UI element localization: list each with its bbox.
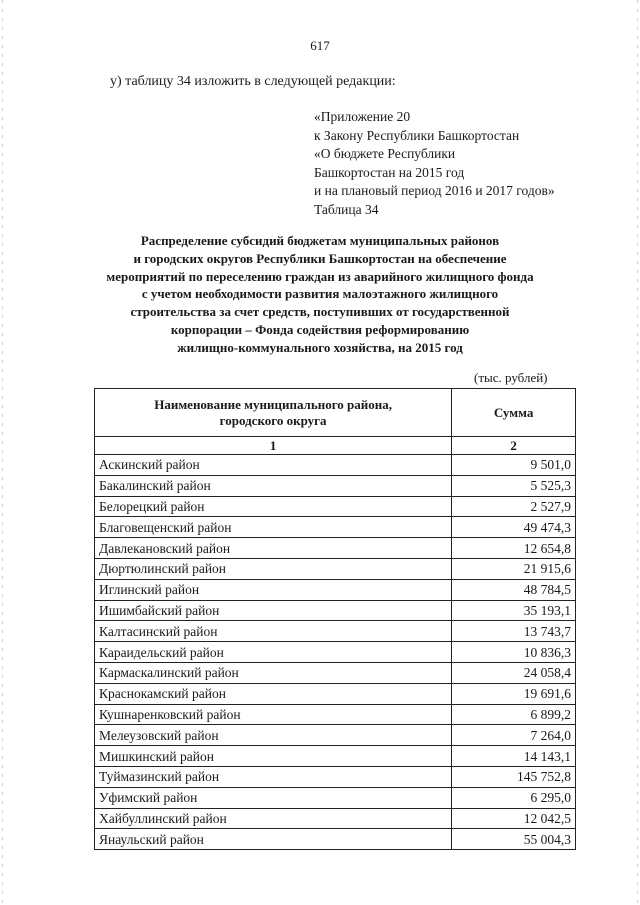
title-line: мероприятий по переселению граждан из аварийного жилищного фонда xyxy=(106,268,534,284)
appendix-line: «О бюджете Республики xyxy=(314,146,456,161)
table-row xyxy=(95,808,576,829)
amount-cell: 55 004,3 xyxy=(452,829,576,850)
district-name-cell: Краснокамский район xyxy=(95,683,452,704)
appendix-reference xyxy=(314,108,555,219)
table-row xyxy=(95,517,576,538)
appendix-line: к Закону Республики Башкортостан xyxy=(314,127,520,143)
table-row xyxy=(95,725,576,746)
header-amount: Сумма xyxy=(452,389,576,437)
column-index-1: 1 xyxy=(95,437,452,455)
district-name-cell: Давлекановский район xyxy=(95,538,452,559)
district-name-cell: Уфимский район xyxy=(95,787,452,808)
district-name-cell: Кармаскалинский район xyxy=(95,662,452,683)
amount-cell: 19 691,6 xyxy=(452,683,576,704)
district-name-cell: Янаульский район xyxy=(95,829,452,850)
amount-cell: 6 899,2 xyxy=(452,704,576,725)
subsidy-table xyxy=(94,388,576,850)
district-name-cell: Аскинский район xyxy=(95,455,452,476)
table-row xyxy=(95,558,576,579)
table-row xyxy=(95,642,576,663)
amount-cell: 24 058,4 xyxy=(452,662,576,683)
table-row xyxy=(95,621,576,642)
amount-cell: 145 752,8 xyxy=(452,766,576,787)
amount-cell: 5 525,3 xyxy=(452,475,576,496)
scan-edge-left xyxy=(2,0,3,905)
amount-cell: 9 501,0 xyxy=(452,455,576,476)
table-row xyxy=(95,496,576,517)
table-row xyxy=(95,683,576,704)
amount-cell: 2 527,9 xyxy=(452,496,576,517)
table-row xyxy=(95,600,576,621)
units-label: (тыс. рублей) xyxy=(474,370,548,385)
page-number: 617 xyxy=(310,38,330,53)
amount-cell: 49 474,3 xyxy=(452,517,576,538)
amount-cell: 6 295,0 xyxy=(452,787,576,808)
table-row xyxy=(95,579,576,600)
column-index-2: 2 xyxy=(452,437,576,455)
title-line: строительства за счет средств, поступивших от государственной xyxy=(130,304,510,320)
district-name-cell: Хайбуллинский район xyxy=(95,808,452,829)
district-name-cell: Благовещенский район xyxy=(95,517,452,538)
title-line: корпорации – Фонда содействия реформированию xyxy=(170,321,470,337)
title-line: жилищно-коммунального хозяйства, на 2015 год xyxy=(177,339,463,355)
scan-edge-right xyxy=(637,0,638,905)
district-name-cell: Кушнаренковский район xyxy=(95,704,452,725)
amount-cell: 14 143,1 xyxy=(452,746,576,767)
district-name-cell: Бакалинский район xyxy=(95,475,452,496)
district-name-cell: Калтасинский район xyxy=(95,621,452,642)
table-row xyxy=(95,746,576,767)
amount-cell: 7 264,0 xyxy=(452,725,576,746)
amount-cell: 35 193,1 xyxy=(452,600,576,621)
appendix-line: «Приложение 20 xyxy=(314,109,411,124)
table-row xyxy=(95,538,576,559)
header-district-name: Наименование муниципального района, городского округа xyxy=(95,389,452,437)
district-name-cell: Иглинский район xyxy=(95,579,452,600)
amount-cell: 21 915,6 xyxy=(452,558,576,579)
table-row xyxy=(95,704,576,725)
table-row xyxy=(95,662,576,683)
title-line: и городских округов Республики Башкортостан на обеспечение xyxy=(133,250,507,266)
amount-cell: 48 784,5 xyxy=(452,579,576,600)
title-line: Распределение субсидий бюджетам муниципальных районов xyxy=(140,233,500,248)
district-name-cell: Дюртюлинский район xyxy=(95,558,452,579)
amount-cell: 10 836,3 xyxy=(452,642,576,663)
title-line: с учетом необходимости развития малоэтажного жилищного xyxy=(141,286,499,302)
appendix-line: Башкортостан на 2015 год xyxy=(314,164,465,180)
district-name-cell: Караидельский район xyxy=(95,642,452,663)
table-body xyxy=(95,455,576,850)
amount-cell: 13 743,7 xyxy=(452,621,576,642)
district-name-cell: Ишимбайский район xyxy=(95,600,452,621)
table-row xyxy=(95,455,576,476)
document-title xyxy=(70,232,570,357)
table-row xyxy=(95,766,576,787)
district-name-cell: Туймазинский район xyxy=(95,766,452,787)
appendix-line: Таблица 34 xyxy=(314,201,379,217)
table-row xyxy=(95,829,576,850)
amendment-instruction: у) таблицу 34 изложить в следующей редакции: xyxy=(110,74,396,89)
district-name-cell: Мелеузовский район xyxy=(95,725,452,746)
amount-cell: 12 654,8 xyxy=(452,538,576,559)
amount-cell: 12 042,5 xyxy=(452,808,576,829)
table-row xyxy=(95,787,576,808)
table-row xyxy=(95,475,576,496)
district-name-cell: Мишкинский район xyxy=(95,746,452,767)
appendix-line: и на плановый период 2016 и 2017 годов» xyxy=(314,183,555,198)
district-name-cell: Белорецкий район xyxy=(95,496,452,517)
